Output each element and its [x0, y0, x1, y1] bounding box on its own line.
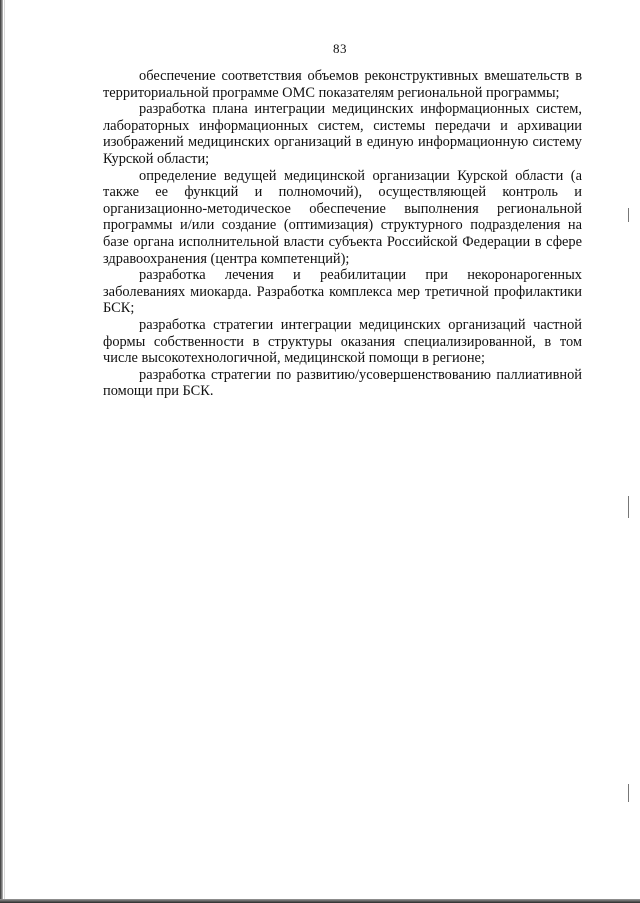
paragraph: разработка плана интеграции медицинских информационных систем, лабораторных информационных систем, системы передачи и архивации изображений медицинских организаций в единую информационную систему Курской области; [103, 101, 582, 167]
scan-mark [628, 208, 629, 222]
scan-mark [628, 784, 629, 802]
paragraph: обеспечение соответствия объемов реконструктивных вмешательств в территориальной программе ОМС показателям региональной программы; [103, 68, 582, 101]
scan-edge-bottom [0, 899, 640, 903]
paragraph: разработка стратегии интеграции медицинских организаций частной формы собственности в структуры оказания специализированной, в том числе высокотехнологичной, медицинской помощи в регионе; [103, 316, 582, 367]
document-body [103, 68, 582, 400]
paragraph: разработка лечения и реабилитации при некоронарогенных заболеваниях миокарда. Разработка комплекса мер третичной профилактики БСК; [103, 267, 582, 317]
scan-edge-left-inner [4, 0, 5, 903]
scan-mark [628, 496, 629, 518]
page-number: 83 [333, 41, 347, 56]
scan-edge-left [0, 0, 3, 903]
paragraph: определение ведущей медицинской организации Курской области (а также ее функций и полномочий), осуществляющей контроль и организационно-методическое обеспечение выполнения региональной программы и/или создание (оптимизация) структурного подразделения на базе органа исполнительной власти субъекта Российской Федерации в сфере здравоохранения (центра компетенций); [103, 167, 582, 267]
paragraph: разработка стратегии по развитию/усовершенствованию паллиативной помощи при БСК. [103, 366, 582, 400]
